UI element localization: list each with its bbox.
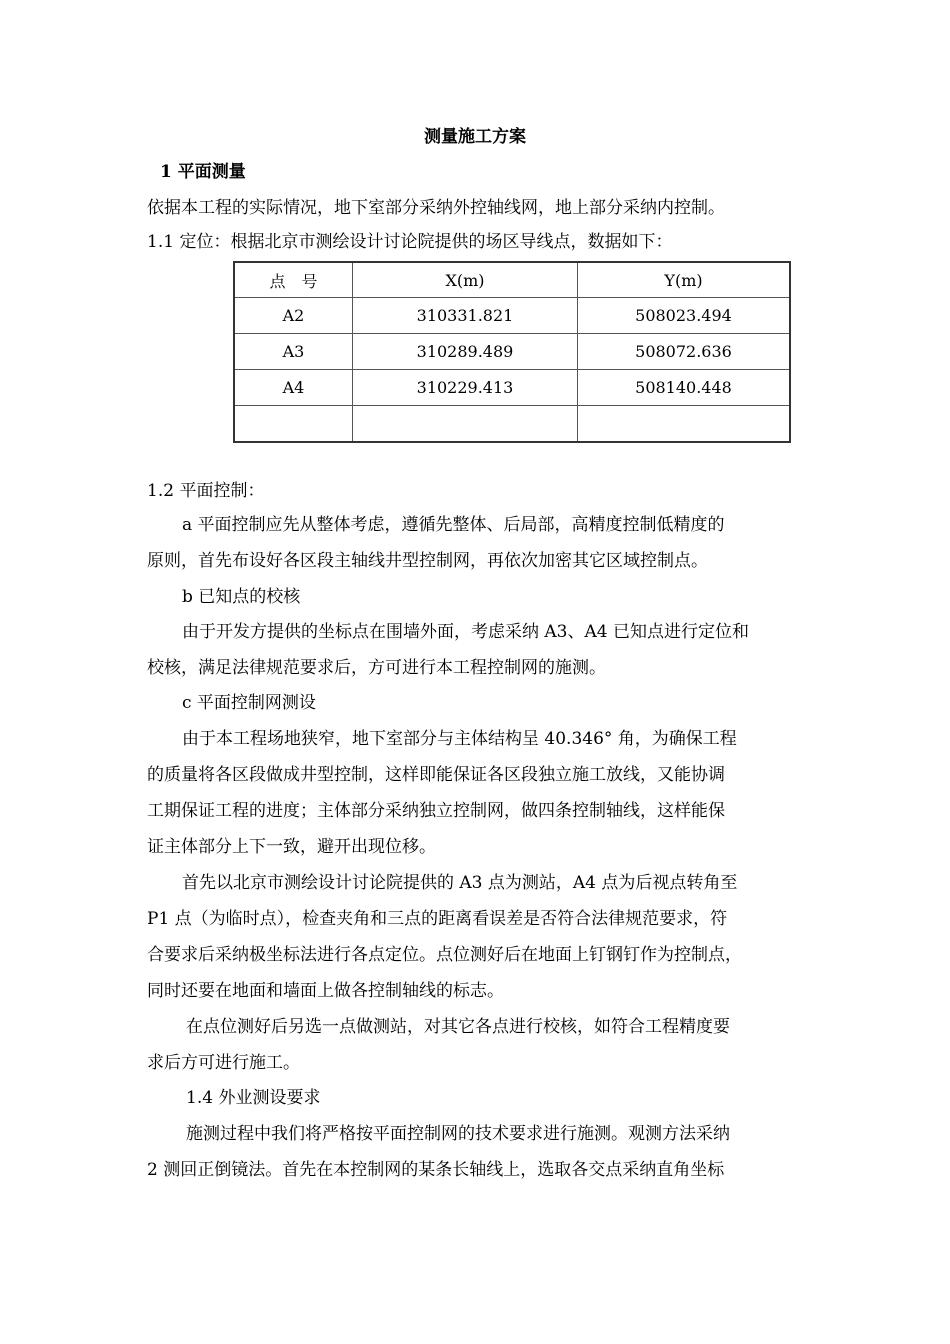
table-header-cell: Y(m) [578, 262, 791, 298]
paragraph-c-line: 的质量将各区段做成井型控制，这样即能保证各区段独立施工放线，又能协调 [147, 765, 725, 785]
paragraph-d-line: 合要求后采纳极坐标法进行各点定位。点位测好后在地面上钉钢钉作为控制点， [147, 945, 742, 965]
paragraph-d-line: 首先以北京市测绘设计讨论院提供的 A3 点为测站，A4 点为后视点转角至 [182, 873, 738, 893]
paragraph-c-line: 工期保证工程的进度；主体部分采纳独立控制网，做四条控制轴线，这样能保 [147, 801, 725, 821]
table-cell: 310331.821 [353, 298, 578, 334]
control-points-table [233, 261, 791, 443]
table-cell: A3 [234, 334, 353, 370]
paragraph-a-line: a 平面控制应先从整体考虑，遵循先整体、后局部，高精度控制低精度的 [182, 515, 725, 535]
paragraph-b-line: 由于开发方提供的坐标点在围墙外面，考虑采纳 A3、A4 已知点进行定位和 [182, 622, 749, 642]
table-row [234, 334, 790, 370]
paragraph-c-line: 由于本工程场地狭窄，地下室部分与主体结构呈 40.346° 角，为确保工程 [182, 729, 737, 749]
paragraph-b-line: 校核，满足法律规范要求后，方可进行本工程控制网的施测。 [147, 658, 606, 678]
table-cell [578, 406, 791, 443]
table-row [234, 406, 790, 443]
table-cell: 508023.494 [578, 298, 791, 334]
document-title: 测量施工方案 [424, 127, 526, 147]
paragraph-f-line: 2 测回正倒镜法。首先在本控制网的某条长轴线上，选取各交点采纳直角坐标 [147, 1160, 725, 1180]
paragraph-b-heading: b 已知点的校核 [182, 587, 301, 607]
table-row [234, 370, 790, 406]
table-cell: A2 [234, 298, 353, 334]
paragraph-f-line: 施测过程中我们将严格按平面控制网的技术要求进行施测。观测方法采纳 [186, 1124, 730, 1144]
section-heading-plane-survey: 1 平面测量 [160, 162, 246, 182]
table-cell: A4 [234, 370, 353, 406]
table-cell: 508140.448 [578, 370, 791, 406]
subsection-1-2: 1.2 平面控制： [147, 481, 265, 501]
table-cell [353, 406, 578, 443]
table-cell [234, 406, 353, 443]
table-header-cell: X(m) [353, 262, 578, 298]
paragraph-d-line: 同时还要在地面和墙面上做各控制轴线的标志。 [147, 981, 504, 1001]
table-row [234, 298, 790, 334]
paragraph-d-line: P1 点（为临时点），检查夹角和三点的距离看误差是否符合法律规范要求，符 [147, 909, 728, 929]
paragraph-c-heading: c 平面控制网测设 [182, 693, 316, 713]
table-cell: 310229.413 [353, 370, 578, 406]
intro-paragraph: 依据本工程的实际情况，地下室部分采纳外控轴线网，地上部分采纳内控制。 [147, 198, 725, 218]
table-cell: 310289.489 [353, 334, 578, 370]
paragraph-c-line: 证主体部分上下一致，避开出现位移。 [147, 837, 436, 857]
paragraph-e-line: 求后方可进行施工。 [147, 1053, 300, 1073]
paragraph-a-line: 原则，首先布设好各区段主轴线井型控制网，再依次加密其它区域控制点。 [147, 551, 708, 571]
table-cell: 508072.636 [578, 334, 791, 370]
table-header-cell: 点 号 [234, 262, 353, 298]
table-header-row [234, 262, 790, 298]
paragraph-e-line: 在点位测好后另选一点做测站，对其它各点进行校核，如符合工程精度要 [186, 1017, 730, 1037]
subsection-1-4: 1.4 外业测设要求 [186, 1088, 321, 1108]
subsection-1-1: 1.1 定位：根据北京市测绘设计讨论院提供的场区导线点，数据如下： [147, 232, 673, 252]
